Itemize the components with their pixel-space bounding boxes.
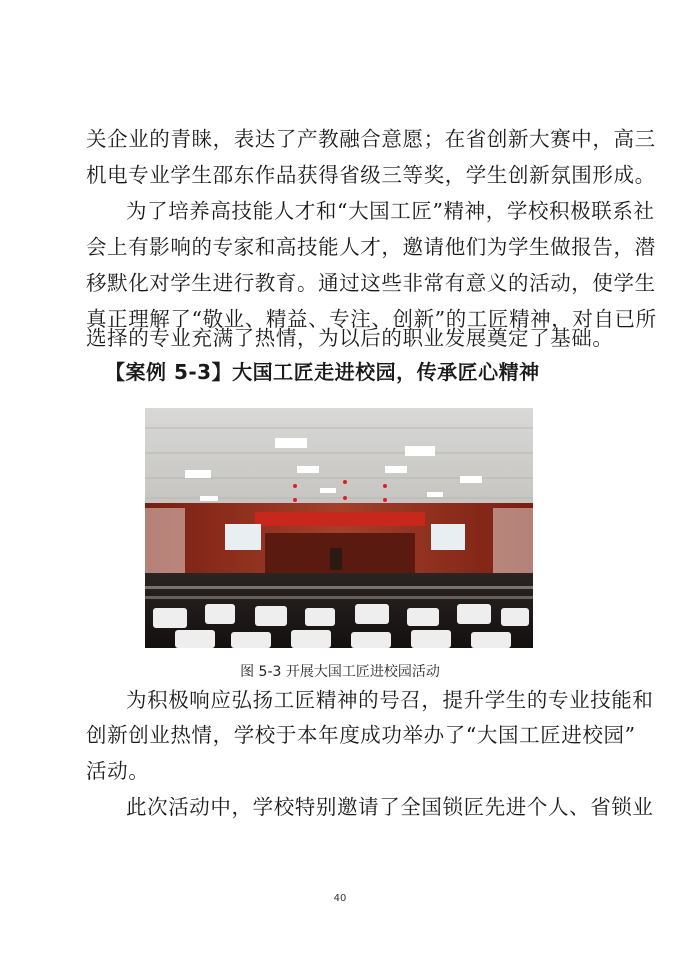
paragraph-line: 机电专业学生邵东作品获得省级三等奖，学生创新氛围形成。 <box>86 163 656 187</box>
paragraph-line: 为了培养高技能人才和“大国工匠”精神，学校积极联系社 <box>126 199 655 223</box>
paragraph-line: 为积极响应弘扬工匠精神的号召，提升学生的专业技能和 <box>126 688 654 712</box>
paragraph-line: 移默化对学生进行教育。通过这些非常有意义的活动，使学生 <box>86 271 656 295</box>
paragraph-line: 会上有影响的专家和高技能人才，邀请他们为学生做报告，潜 <box>86 235 656 259</box>
paragraph-line: 此次活动中，学校特别邀请了全国锁匠先进个人、省锁业 <box>126 795 654 819</box>
page-number: 40 <box>333 893 347 904</box>
paragraph-line: 活动。 <box>86 759 150 783</box>
case-heading: 【案例 5-3】大国工匠走进校园，传承匠心精神 <box>105 360 540 384</box>
paragraph-line: 真正理解了“敬业、精益、专注、创新”的工匠精神，对自已所 <box>86 307 657 331</box>
paragraph-line: 创新创业热情，学校于本年度成功举办了“大国工匠进校园” <box>86 723 636 747</box>
figure-caption: 图 5-3 开展大国工匠进校园活动 <box>240 664 440 680</box>
paragraph-line: 关企业的青睐，表达了产教融合意愿；在省创新大赛中，高三 <box>86 127 656 151</box>
event-photo <box>145 408 533 648</box>
paragraph-line: 选择的专业充满了热情，为以后的职业发展奠定了基础。 <box>86 326 614 350</box>
